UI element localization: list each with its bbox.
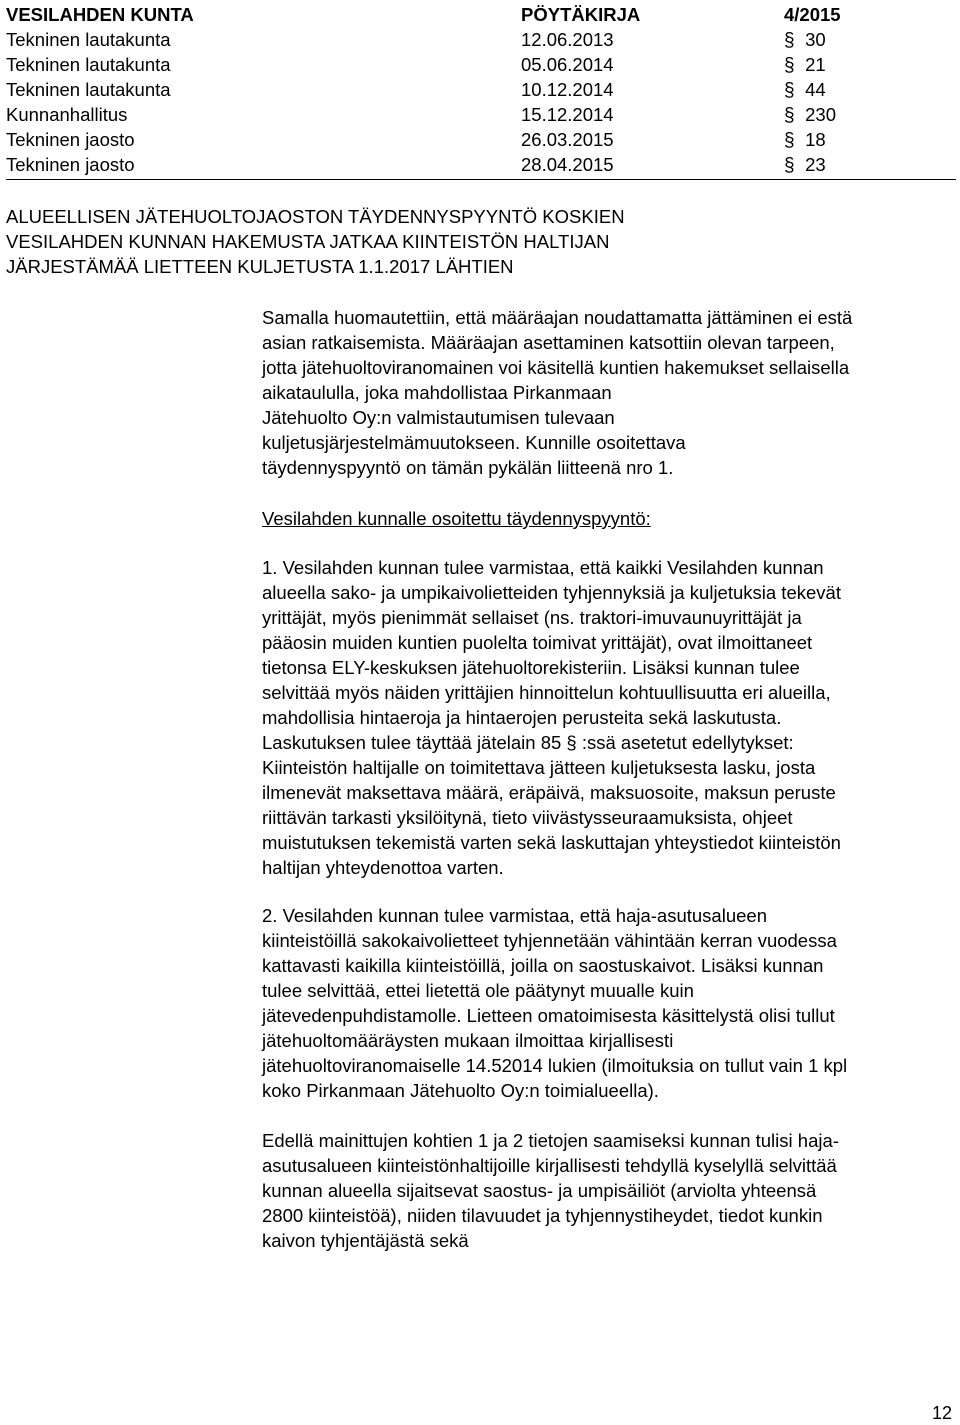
meeting-date: 26.03.2015 bbox=[521, 129, 614, 150]
section-sign-icon: § bbox=[784, 105, 795, 126]
text-line: haltijan yhteydenottoa varten. bbox=[262, 857, 504, 878]
meeting-body: Tekninen lautakunta bbox=[6, 29, 171, 50]
text-line: 1. Vesilahden kunnan tulee varmistaa, että kaikki Vesilahden kunnan bbox=[262, 557, 824, 578]
meeting-body: Tekninen jaosto bbox=[6, 154, 135, 175]
meeting-body: Tekninen lautakunta bbox=[6, 79, 171, 100]
meeting-body: Tekninen jaosto bbox=[6, 129, 135, 150]
meeting-section bbox=[784, 152, 826, 178]
header-divider bbox=[6, 179, 956, 180]
text-line: kunnan alueella sijaitsevat saostus- ja umpisäiliöt (arviolta yhteensä bbox=[262, 1180, 817, 1201]
meeting-row bbox=[6, 127, 956, 152]
text-line: jätevedenpuhdistamolle. Lietteen omatoimisesta käsittelystä olisi tullut bbox=[262, 1005, 835, 1026]
text-line: asutusalueen kiinteistönhaltijoille kirjallisesti tehdyllä kyselyllä selvittää bbox=[262, 1155, 837, 1176]
text-line: kiinteistöillä sakokaivolietteet tyhjennetään vähintään kerran vuodessa bbox=[262, 930, 837, 951]
text-line: tulee selvittää, ettei lietettä ole päätynyt muualle kuin bbox=[262, 980, 694, 1001]
meeting-section bbox=[784, 102, 836, 128]
meeting-section bbox=[784, 52, 826, 78]
subheading: Vesilahden kunnalle osoitettu täydennyspyyntö: bbox=[262, 508, 651, 529]
text-line: Kiinteistön haltijalle on toimitettava jätteen kuljetuksesta lasku, josta bbox=[262, 757, 816, 778]
meeting-body: Tekninen lautakunta bbox=[6, 54, 171, 75]
text-line: jotta jätehuoltoviranomainen voi käsitellä kuntien hakemukset sellaisella bbox=[262, 357, 850, 378]
text-line: aikataululla, joka mahdollistaa Pirkanmaan bbox=[262, 382, 612, 403]
section-sign-icon: § bbox=[784, 130, 795, 151]
text-line: 2. Vesilahden kunnan tulee varmistaa, että haja-asutusalueen bbox=[262, 905, 767, 926]
meeting-body: Kunnanhallitus bbox=[6, 104, 128, 125]
section-title bbox=[6, 204, 946, 279]
meeting-date: 05.06.2014 bbox=[521, 54, 614, 75]
section-number: 21 bbox=[805, 54, 826, 75]
paragraph-intro bbox=[262, 305, 952, 480]
text-line: ilmenevät maksettava määrä, eräpäivä, maksuosoite, maksun peruste bbox=[262, 782, 836, 803]
title-line: JÄRJESTÄMÄÄ LIETTEEN KULJETUSTA 1.1.2017 LÄHTIEN bbox=[6, 256, 514, 277]
header-title-row bbox=[6, 2, 956, 27]
paragraph-closing bbox=[262, 1128, 952, 1253]
org-name: VESILAHDEN KUNTA bbox=[6, 4, 194, 25]
meeting-section bbox=[784, 27, 826, 53]
text-line: yrittäjät, myös pienimmät sellaiset (ns. traktori-imuvaunuyrittäjät ja bbox=[262, 607, 802, 628]
text-line: selvittää myös näiden yrittäjien hinnoittelun kohtuullisuutta eri alueilla, bbox=[262, 682, 831, 703]
text-line: tietonsa ELY-keskuksen jätehuoltorekisteriin. Lisäksi kunnan tulee bbox=[262, 657, 800, 678]
doc-type: PÖYTÄKIRJA bbox=[521, 4, 641, 25]
title-line: VESILAHDEN KUNNAN HAKEMUSTA JATKAA KIINTEISTÖN HALTIJAN bbox=[6, 231, 610, 252]
text-line: alueella sako- ja umpikaivolietteiden tyhjennyksiä ja kuljetuksia tekevät bbox=[262, 582, 841, 603]
text-line: Samalla huomautettiin, että määräajan noudattamatta jättäminen ei estä bbox=[262, 307, 853, 328]
item-1 bbox=[262, 555, 952, 880]
section-sign-icon: § bbox=[784, 80, 795, 101]
section-number: 23 bbox=[805, 154, 826, 175]
section-number: 18 bbox=[805, 129, 826, 150]
text-line: kaivon tyhjentäjästä sekä bbox=[262, 1230, 469, 1251]
meeting-date: 12.06.2013 bbox=[521, 29, 614, 50]
section-number: 30 bbox=[805, 29, 826, 50]
text-line: täydennyspyyntö on tämän pykälän liitteenä nro 1. bbox=[262, 457, 674, 478]
text-line: Edellä mainittujen kohtien 1 ja 2 tietojen saamiseksi kunnan tulisi haja- bbox=[262, 1130, 839, 1151]
title-line: ALUEELLISEN JÄTEHUOLTOJAOSTON TÄYDENNYSPYYNTÖ KOSKIEN bbox=[6, 206, 625, 227]
subheading-block bbox=[262, 506, 952, 531]
section-sign-icon: § bbox=[784, 30, 795, 51]
text-line: mahdollisia hintaeroja ja hintaerojen perusteita sekä laskutusta. bbox=[262, 707, 782, 728]
page-number: 12 bbox=[931, 1403, 952, 1423]
meeting-row bbox=[6, 102, 956, 127]
text-line: muistutuksen tekemistä varten sekä laskuttajan yhteystiedot kiinteistön bbox=[262, 832, 841, 853]
text-line: jätehuoltoviranomaiselle 14.52014 lukien (ilmoituksia on tullut vain 1 kpl bbox=[262, 1055, 848, 1076]
meeting-row bbox=[6, 152, 956, 177]
text-line: asian ratkaisemista. Määräajan asettaminen katsottiin olevan tarpeen, bbox=[262, 332, 835, 353]
meeting-date: 15.12.2014 bbox=[521, 104, 614, 125]
meeting-date: 28.04.2015 bbox=[521, 154, 614, 175]
text-line: Laskutuksen tulee täyttää jätelain 85 § :ssä asetetut edellytykset: bbox=[262, 732, 794, 753]
meeting-section bbox=[784, 77, 826, 103]
text-line: koko Pirkanmaan Jätehuolto Oy:n toimialueella). bbox=[262, 1080, 659, 1101]
meeting-row bbox=[6, 77, 956, 102]
text-line: kattavasti kaikilla kiinteistöillä, joilla on saostuskaivot. Lisäksi kunnan bbox=[262, 955, 824, 976]
text-line: pääosin muiden kuntien puolelta toimivat yrittäjät), ovat ilmoittaneet bbox=[262, 632, 813, 653]
meeting-row bbox=[6, 52, 956, 77]
section-number: 230 bbox=[805, 104, 837, 125]
text-line: 2800 kiinteistöä), niiden tilavuudet ja tyhjennystiheydet, tiedot kunkin bbox=[262, 1205, 823, 1226]
doc-number: 4/2015 bbox=[784, 4, 841, 25]
text-line: Jätehuolto Oy:n valmistautumisen tulevaan bbox=[262, 407, 615, 428]
text-line: jätehuoltomääräysten mukaan ilmoittaa kirjallisesti bbox=[262, 1030, 674, 1051]
item-2 bbox=[262, 903, 952, 1103]
section-sign-icon: § bbox=[784, 155, 795, 176]
section-number: 44 bbox=[805, 79, 826, 100]
text-line: kuljetusjärjestelmämuutokseen. Kunnille osoitettava bbox=[262, 432, 686, 453]
text-line: riittävän tarkasti yksilöitynä, tieto viivästysseuraamuksista, ohjeet bbox=[262, 807, 793, 828]
meeting-section bbox=[784, 127, 826, 153]
meeting-row bbox=[6, 27, 956, 52]
meeting-date: 10.12.2014 bbox=[521, 79, 614, 100]
section-sign-icon: § bbox=[784, 55, 795, 76]
